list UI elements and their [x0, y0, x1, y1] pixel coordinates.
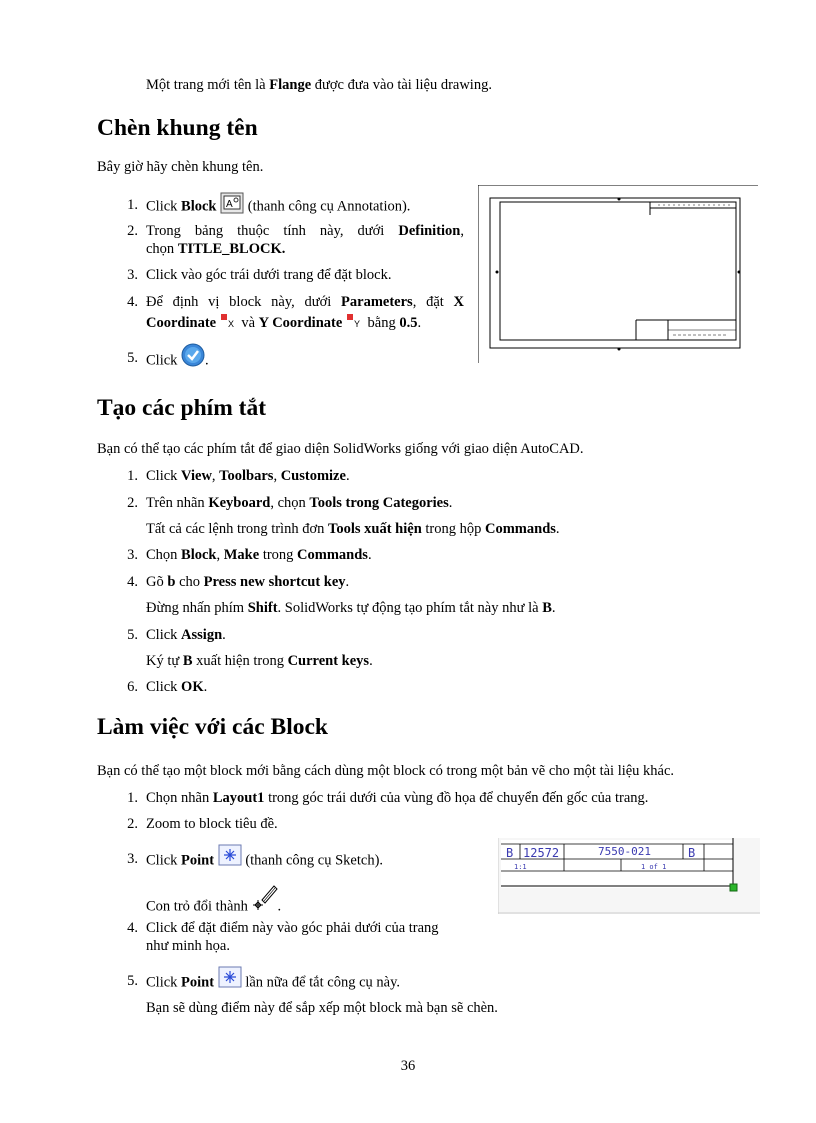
section2-step-2-note: Tất cả các lệnh trong trình đơn Tools xuất hiện trong hộp Commands.	[146, 521, 560, 537]
point-tool-icon-2[interactable]	[218, 966, 242, 988]
section-heading-shortcuts: Tạo các phím tắt	[97, 395, 267, 421]
section3-lead: Bạn có thể tạo một block mới bằng cách dùng một block có trong một bản vẽ cho một tài liệu khác.	[97, 763, 675, 779]
section3-step-3-note: Con trỏ đổi thành .	[146, 892, 281, 922]
point-cursor-icon	[252, 882, 278, 912]
section2-step-4-note: Đừng nhấn phím Shift. SolidWorks tự động tạo phím tắt này như là B.	[146, 600, 556, 616]
title-block-zoom-preview	[498, 838, 760, 914]
section-heading-insert-title-block: Chèn khung tên	[97, 115, 258, 141]
section-heading-blocks: Làm việc với các Block	[97, 714, 328, 740]
tb-dwg-no: 12572	[523, 846, 560, 860]
tb-part-number: 7550-021	[598, 845, 651, 858]
tb-scale: 1:1	[514, 863, 527, 871]
page-number: 36	[400, 1058, 416, 1074]
section2-step-5-note: Ký tự B xuất hiện trong Current keys.	[146, 653, 373, 669]
svg-text:Y: Y	[353, 318, 360, 329]
svg-text:A: A	[226, 199, 233, 210]
y-coordinate-icon	[346, 312, 364, 330]
block-icon[interactable]	[220, 192, 244, 214]
intro-line: Một trang mới tên là Flange được đưa vào tài liệu drawing.	[146, 77, 492, 93]
section3-step-5-note: Bạn sẽ dùng điểm này để sắp xếp một block mà bạn sẽ chèn.	[146, 1000, 498, 1016]
point-tool-icon[interactable]	[218, 844, 242, 866]
svg-text:X: X	[227, 318, 234, 329]
tb-sheet: 1 of 1	[641, 863, 667, 871]
ok-check-icon[interactable]	[181, 343, 205, 367]
x-coordinate-icon	[220, 312, 238, 330]
drawing-sheet-preview	[478, 185, 758, 363]
tb-rev: B	[688, 846, 696, 860]
section2-lead: Bạn có thể tạo các phím tắt để giao diện SolidWorks giống với giao diện AutoCAD.	[97, 441, 584, 457]
section1-lead: Bây giờ hãy chèn khung tên.	[97, 159, 264, 175]
tb-size: B	[506, 846, 514, 860]
